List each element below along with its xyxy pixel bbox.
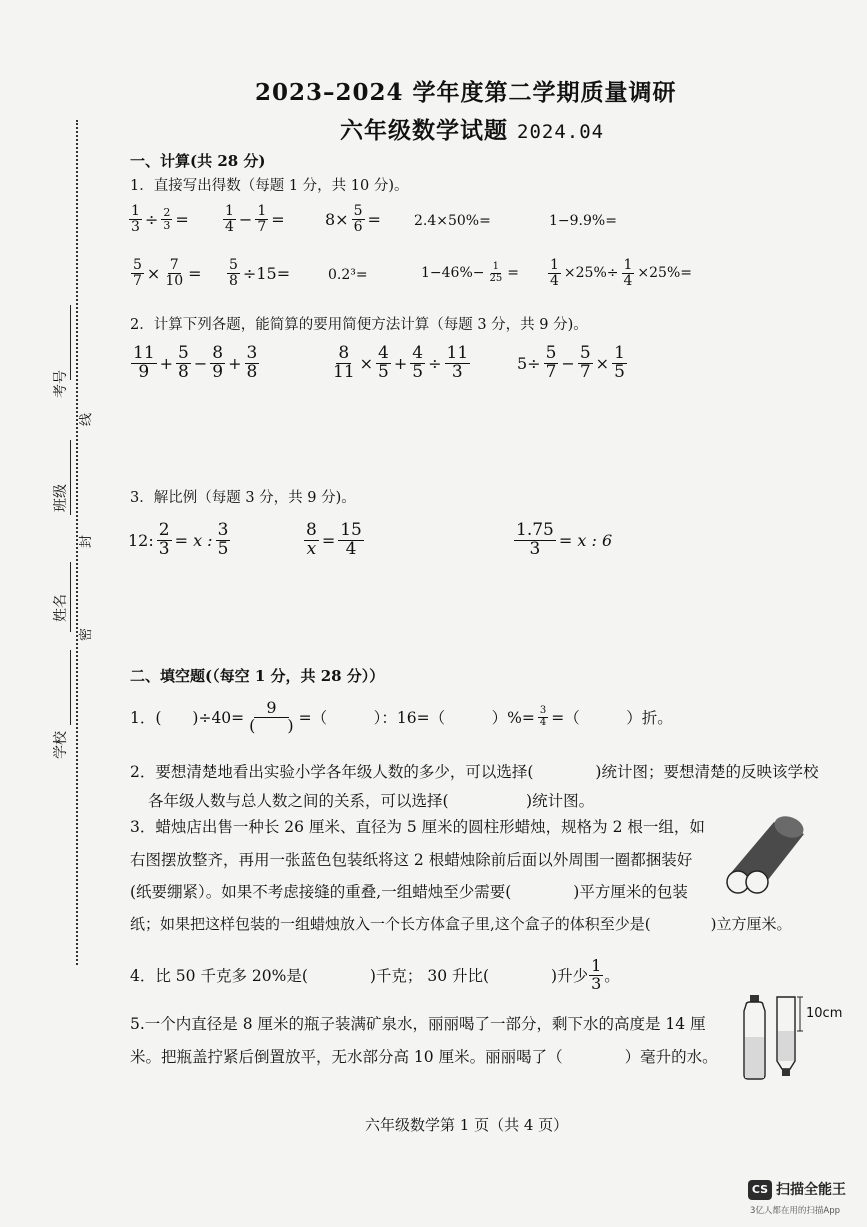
numerator: 1: [131, 203, 140, 219]
equals: =: [271, 209, 285, 229]
subtitle-text: 六年级数学试题: [340, 117, 508, 144]
operator: −: [193, 353, 208, 373]
section2-heading: 二、填空题(（每空 1 分，共 28 分））: [130, 667, 385, 685]
sidebar-school-label: 学校: [53, 731, 69, 759]
q1-item-3: [325, 204, 381, 234]
operator: +: [159, 353, 174, 373]
denominator: 8: [246, 361, 258, 382]
numerator: 8: [306, 520, 317, 540]
prefix: 12:: [128, 530, 154, 550]
denominator: 3: [163, 218, 171, 232]
denominator: 7: [545, 361, 557, 382]
q1-item-5: 1−9.9%=: [549, 213, 617, 229]
denominator: 7: [133, 272, 142, 289]
denominator: 3: [158, 538, 170, 559]
operator: +: [228, 353, 242, 373]
middle: ×25%÷: [563, 265, 619, 282]
numerator: 5: [178, 343, 189, 363]
denominator: 3: [451, 361, 463, 382]
numerator: 7: [169, 257, 179, 273]
fill-q5-line1: 5.一个内直径是 8 厘米的瓶子装满矿泉水，丽丽喝了一部分，剩下水的高度是 14 厘: [130, 1015, 706, 1033]
numerator: 5: [579, 343, 591, 363]
q1-item-2: [222, 204, 285, 234]
fill-q3-line3: (纸要绷紧）。如果不考虑接缝的重叠,一组蜡烛至少需要( )平方厘米的包装: [130, 883, 688, 901]
q3-item-2: [303, 522, 365, 559]
numerator: 8: [212, 343, 224, 363]
numerator: 1: [614, 343, 625, 363]
prefix: 5÷: [517, 353, 541, 373]
denominator: 7: [579, 361, 591, 382]
denominator: 4: [623, 272, 633, 289]
numerator: 1: [550, 257, 559, 273]
fill-q1-mid: =（ ）：16=（ ）%=: [298, 709, 535, 728]
fill-q4: [130, 958, 620, 993]
q1-item-10: [547, 258, 692, 288]
denominator: 3: [529, 538, 541, 559]
q2-item-2: [330, 345, 471, 382]
denominator: x: [306, 538, 317, 559]
fill-q2-line2: 各年级人数与总人数之间的关系，可以选择( )统计图。: [148, 792, 595, 810]
exam-subtitle: [340, 112, 604, 145]
sidebar-exam-no-label: 考号: [53, 370, 69, 398]
numerator: 15: [340, 520, 362, 540]
denominator: 25: [489, 272, 503, 284]
numerator: 8: [338, 343, 350, 363]
fill-q5-line2: 米。把瓶盖拧紧后倒置放平，无水部分高 10 厘米。丽丽喝了（ ）毫升的水。: [130, 1048, 718, 1066]
fill-q2-line1: 2．要想清楚地看出实验小学各年级人数的多少，可以选择( )统计图；要想清楚的反映该学校: [130, 763, 819, 781]
numerator: 5: [545, 343, 557, 363]
prefix: 8×: [325, 209, 349, 229]
watermark-name: 扫描全能王: [776, 1182, 846, 1198]
exam-title: 2023–2024 学年度第二学期质量调研: [255, 79, 677, 106]
denominator: 4: [225, 218, 234, 235]
numerator: 2: [163, 206, 171, 220]
suffix: ÷15=: [242, 263, 291, 283]
middle: =: [321, 530, 336, 550]
q1-item-6: [130, 258, 202, 288]
middle: = x : 6: [558, 530, 613, 550]
q1-item-8: 0.2³=: [328, 267, 368, 283]
denominator: 5: [614, 361, 625, 382]
section1-heading: 一、计算(共 28 分): [130, 152, 266, 170]
fill-q1-post: =（ ）折。: [551, 709, 673, 728]
equals: =: [175, 209, 189, 229]
sidebar-class-label: 班级: [53, 484, 69, 512]
q2-item-3: [517, 345, 628, 382]
denominator: 6: [353, 218, 363, 235]
numerator: 4: [412, 343, 424, 363]
fill-q4-pre: 4．比 50 千克多 20%是( )千克； 30 升比( )升少: [130, 967, 589, 986]
operator: ÷: [428, 353, 442, 373]
operator: +: [393, 353, 408, 373]
numerator: 3: [217, 520, 229, 540]
fill-q4-post: 。: [604, 967, 620, 986]
middle: = x :: [174, 530, 213, 550]
q3-item-3: [513, 522, 612, 559]
bottle-illustration: [740, 993, 860, 1083]
numerator: 1: [225, 203, 234, 219]
operator: ÷: [144, 209, 159, 229]
denominator: ( ): [249, 715, 294, 735]
fill-q3-line2: 右图摆放整齐，再用一张蓝色包装纸将这 2 根蜡烛除前后面以外周围一圈都捆装好: [130, 851, 693, 869]
q2-title: 2．计算下列各题，能简算的要用简便方法计算（每题 3 分，共 9 分)。: [130, 317, 588, 333]
operator: −: [561, 353, 575, 373]
denominator: 8: [229, 272, 238, 289]
seal-char-line: 线: [79, 412, 95, 427]
denominator: 3: [131, 218, 140, 235]
denominator: 4: [539, 716, 547, 728]
q3-item-1: [128, 522, 231, 559]
denominator: 9: [138, 361, 150, 382]
denominator: 8: [178, 361, 189, 382]
numerator: 1: [623, 257, 633, 273]
page-footer: 六年级数学第 1 页（共 4 页）: [365, 1116, 569, 1134]
numerator: 9: [254, 700, 288, 718]
denominator: 5: [378, 361, 389, 382]
q3-title: 3．解比例（每题 3 分，共 9 分)。: [130, 490, 356, 506]
watermark-tagline: 3亿人都在用的扫描App: [750, 1206, 841, 1216]
numerator: 1: [492, 261, 500, 272]
numerator: 11: [133, 343, 155, 363]
sidebar-name-label: 姓名: [53, 594, 69, 622]
seal-char-mi: 密: [79, 627, 95, 642]
candle-bundle-illustration: [722, 812, 808, 902]
suffix: ×25%=: [637, 265, 692, 282]
fill-q3-line4: 纸；如果把这样包装的一组蜡烛放入一个长方体盒子里,这个盒子的体积至少是( )立方厘米。: [130, 915, 792, 933]
denominator: 3: [591, 973, 602, 993]
operator: −: [238, 209, 253, 229]
equals: =: [367, 209, 381, 229]
name-underline: [70, 562, 71, 632]
equals: =: [188, 263, 202, 283]
numerator: 5: [229, 257, 238, 273]
numerator: 3: [539, 705, 547, 717]
operator: ×: [595, 353, 610, 373]
equals: =: [507, 265, 519, 281]
denominator: 7: [257, 218, 267, 235]
q1-item-9: [421, 262, 519, 284]
numerator: 1.75: [516, 520, 554, 540]
denominator: 5: [217, 538, 229, 559]
q1-item-4: 2.4×50%=: [414, 213, 491, 229]
numerator: 3: [246, 343, 258, 363]
numerator: 1: [591, 956, 602, 975]
seal-char-feng: 封: [79, 534, 95, 549]
denominator: 5: [412, 361, 424, 382]
denominator: 4: [550, 272, 559, 289]
class-underline: [70, 440, 71, 515]
numerator: 11: [446, 343, 469, 363]
q1-item-7: [226, 258, 290, 288]
numerator: 4: [378, 343, 389, 363]
numerator: 5: [133, 257, 142, 273]
prefix: 1−46%−: [421, 265, 485, 281]
fill-q1-pre: 1．( )÷40=: [130, 709, 245, 728]
numerator: 1: [257, 203, 267, 219]
subtitle-date: 2024.04: [517, 121, 605, 143]
numerator: 5: [353, 203, 363, 219]
camscanner-logo-icon: CS: [748, 1180, 772, 1200]
q2-item-1: [130, 345, 260, 382]
bottle-height-label: 10cm: [806, 1006, 843, 1021]
denominator: 11: [333, 361, 355, 382]
school-underline: [70, 650, 71, 725]
denominator: 4: [345, 538, 357, 559]
fill-q1: [130, 700, 673, 735]
operator: ×: [359, 353, 374, 373]
q1-title: 1．直接写出得数（每题 1 分，共 10 分)。: [130, 178, 409, 194]
numerator: 2: [158, 520, 170, 540]
operator: ×: [146, 263, 161, 283]
denominator: 9: [212, 361, 224, 382]
fill-q3-line1: 3．蜡烛店出售一种长 26 厘米、直径为 5 厘米的圆柱形蜡烛，规格为 2 根一组，如: [130, 818, 705, 836]
denominator: 10: [165, 272, 184, 289]
exam-no-underline: [70, 305, 71, 380]
q1-item-1: [128, 204, 189, 234]
